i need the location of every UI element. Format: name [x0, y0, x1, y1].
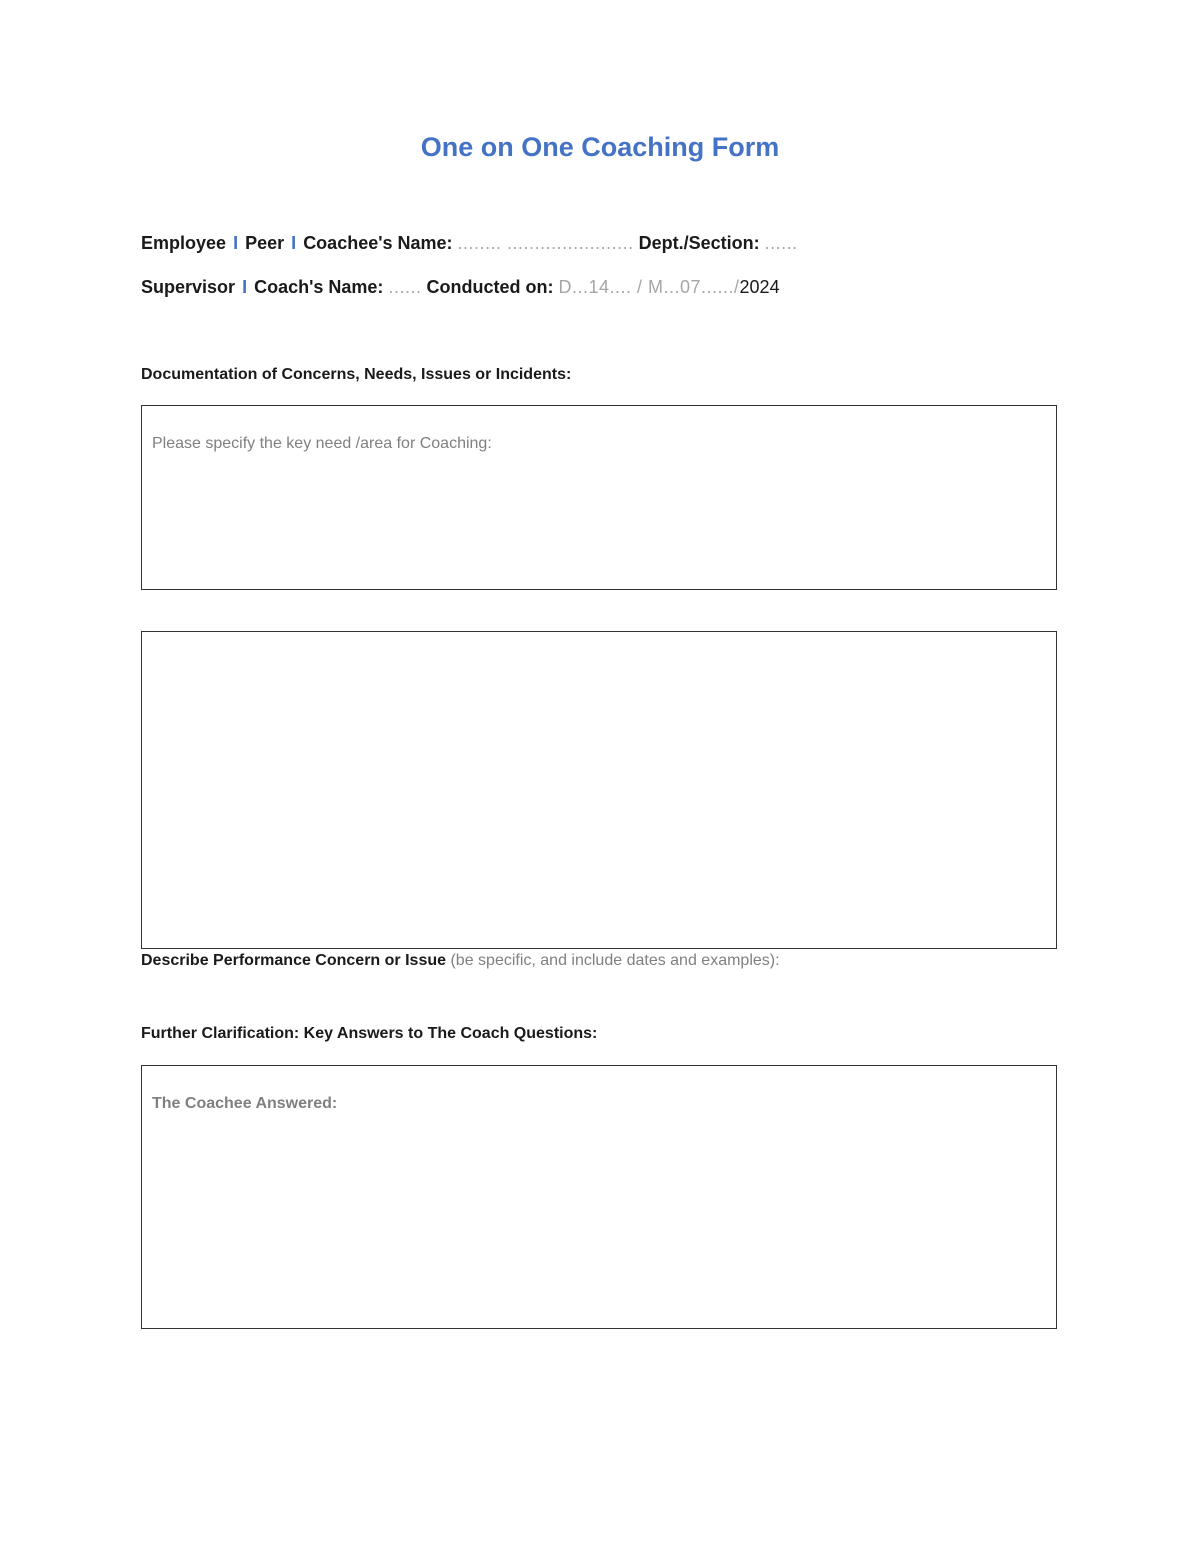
coachee-answers-textbox[interactable] [141, 1065, 1057, 1329]
coachee-name-field[interactable]: ........ ....................... [457, 233, 634, 253]
separator: I [242, 277, 248, 297]
performance-concern-note: (be specific, and include dates and examples): [450, 952, 780, 969]
coaching-need-placeholder: Please specify the key need /area for Coaching: [152, 435, 492, 452]
dept-section-label: Dept./Section: [638, 233, 760, 253]
employee-label: Employee [141, 233, 227, 253]
documentation-heading: Documentation of Concerns, Needs, Issues or Incidents: [141, 366, 572, 383]
conducted-on-label: Conducted on: [426, 277, 554, 297]
coach-name-field[interactable]: ...... [388, 277, 422, 297]
performance-concern-label: Describe Performance Concern or Issue [141, 952, 447, 969]
date-field[interactable]: D...14.... / M...07....../ [558, 277, 740, 297]
performance-concern-heading [141, 952, 780, 970]
coachee-answers-placeholder: The Coachee Answered: [152, 1095, 338, 1112]
separator: I [233, 233, 239, 253]
performance-concern-textbox[interactable] [141, 631, 1057, 949]
coach-name-label: Coach's Name: [254, 277, 384, 297]
coachee-info-line [141, 233, 798, 254]
page-title: One on One Coaching Form [420, 132, 780, 162]
clarification-heading: Further Clarification: Key Answers to The Coach Questions: [141, 1025, 598, 1042]
coaching-need-textbox[interactable] [141, 405, 1057, 590]
coachee-name-label: Coachee's Name: [303, 233, 453, 253]
dept-section-field[interactable]: ...... [764, 233, 798, 253]
coach-info-line [141, 277, 780, 298]
year-value: 2024 [739, 277, 780, 297]
peer-label: Peer [245, 233, 285, 253]
supervisor-label: Supervisor [141, 277, 236, 297]
separator: I [291, 233, 297, 253]
